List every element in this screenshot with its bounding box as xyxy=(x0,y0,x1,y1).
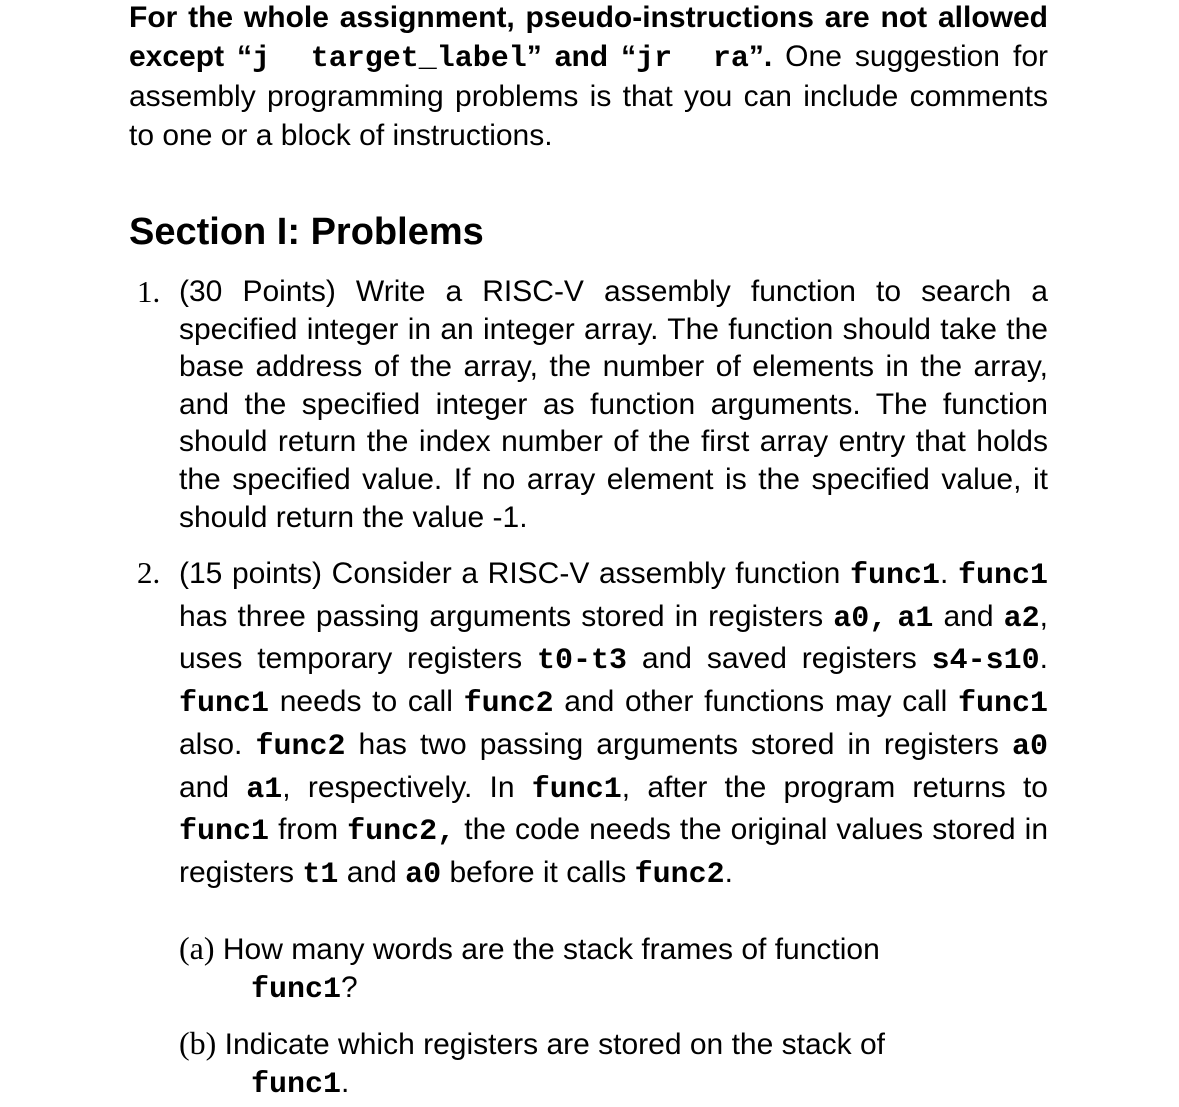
problem-2-text: (15 points) Consider a RISC-V assembly function func1. func1 has three passing arguments stored in registers a0, a1 and a2, uses temporary registers t0-t3 and saved registers s4-s10. func1 needs to call func2 and other functions may call func1 also. func2 has two passing arguments stored in registers a0 and a1, respectively. In func1, after the program returns to func1 from func2, the code needs the original values stored in registers t1 and a0 before it calls func2. xyxy=(179,557,1049,892)
subpart-a-code: func1 xyxy=(251,973,342,1007)
intro-bold-close: ”. xyxy=(748,39,773,73)
intro-rest: One suggestion for assembly programming problems is that you can include comments to one or a block of instructions. xyxy=(129,39,1049,152)
problem-1-text: (30 Points) Write a RISC-V assembly function to search a specified integer in an integer array. The function should take the base address of the array, the number of elements in the array, and the specified integer as function arguments. The function should return the index number of the first array entry that holds the specified value. If no array element is the specified value, it should return the value -1. xyxy=(179,275,1048,534)
subpart-b-code: func1 xyxy=(251,1068,342,1102)
problem-1-number: 1. xyxy=(137,274,161,309)
intro-paragraph xyxy=(129,0,1048,155)
subpart-a-label: (a) xyxy=(179,930,215,966)
intro-code-j: j target_label xyxy=(252,41,527,76)
problem-2-number: 2. xyxy=(137,555,161,590)
intro-code-jr: jr ra xyxy=(636,41,749,76)
subpart-a-text: How many words are the stack frames of function xyxy=(214,933,880,966)
subpart-b-label: (b) xyxy=(179,1025,217,1061)
subpart-b: (b) Indicate which registers are stored on the stack of func1. xyxy=(179,1025,885,1102)
intro-bold-mid: ” and “ xyxy=(526,39,637,73)
subpart-b-text: Indicate which registers are stored on the stack of xyxy=(216,1028,885,1061)
section-heading: Section I: Problems xyxy=(129,211,484,253)
subpart-a: (a) How many words are the stack frames of function func1? xyxy=(179,930,880,1007)
intro-bold-lead: For the whole assignment, pseudo-instructions are not allowed except “ xyxy=(129,1,1048,73)
